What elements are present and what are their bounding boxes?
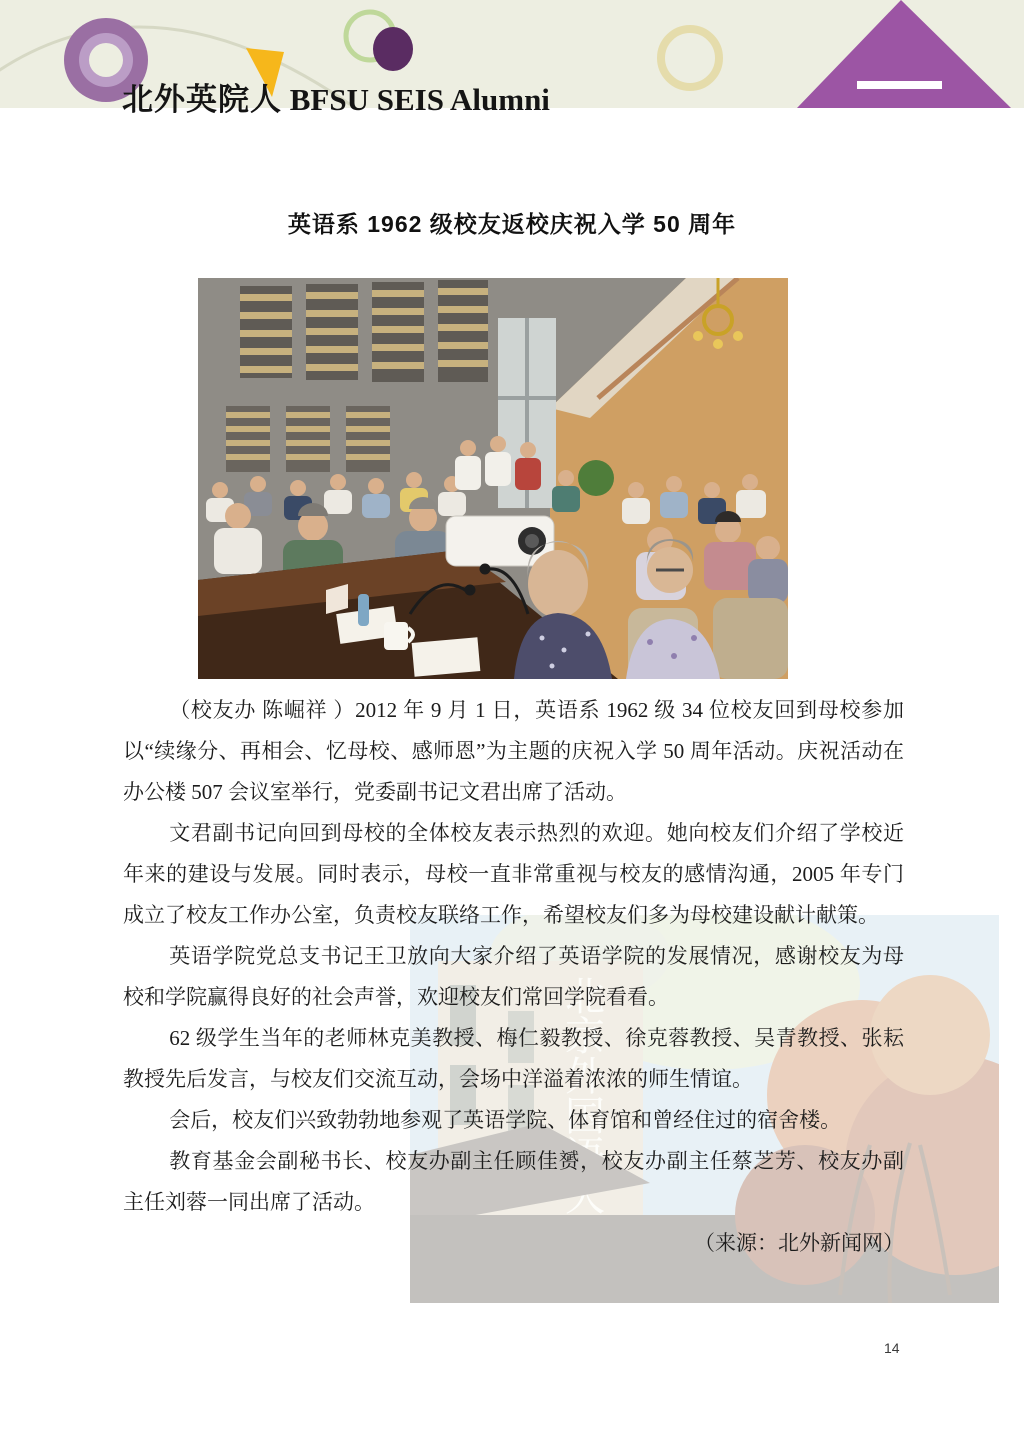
masthead [122, 74, 550, 119]
article-title: 英语系 1962 级校友返校庆祝入学 50 周年 [287, 211, 737, 237]
tan-ring-icon [661, 29, 719, 87]
masthead-cjk: 北外英院人 [122, 82, 282, 117]
banner-triangle-icon [797, 0, 1011, 108]
body-paragraph: 会后，校友们兴致勃勃地参观了英语学院、体育馆和曾经住过的宿舍楼。 [169, 1108, 842, 1132]
source-attribution: （来源：北外新闻网） [694, 1231, 904, 1255]
body-paragraph: 62 级学生当年的老师林克美教授、梅仁毅教授、徐克蓉教授、吴青教授、张耘教授先后发言，与校友们交流互动，会场中洋溢着浓浓的师生情谊。 [123, 1026, 904, 1091]
meeting-photo [198, 278, 788, 679]
body-paragraph: 文君副书记向回到母校的全体校友表示热烈的欢迎。她向校友们介绍了学校近年来的建设与发展。同时表示，母校一直非常重视与校友的感情沟通，2005 年专门成立了校友工作办公室，负责校友联络工作，希望校友们多为母校建设献计献策。 [123, 821, 904, 927]
projector [446, 516, 554, 566]
bg-sign-text: 北京外国语大学 [559, 975, 605, 1255]
meeting-photo-illustration [198, 278, 788, 679]
body-paragraph: （校友办 陈崛祥 ）2012 年 9 月 1 日，英语系 1962 级 34 位校友回到母校参加以“续缘分、再相会、忆母校、感师恩”为主题的庆祝入学 50 周年活动。庆祝活动在办公楼 507 会议室举行，党委副书记文君出席了活动。 [123, 698, 904, 804]
body-paragraph: 教育基金会副秘书长、校友办副主任顾佳赟，校友办副主任蔡芝芳、校友办副主任刘蓉一同出席了活动。 [123, 1149, 904, 1214]
purple-dot-icon [373, 27, 413, 71]
body-paragraph: 英语学院党总支书记王卫放向大家介绍了英语学院的发展情况，感谢校友为母校和学院赢得良好的社会声誉，欢迎校友们常回学院看看。 [123, 944, 904, 1009]
plant [578, 460, 614, 496]
masthead-latin: BFSU SEIS Alumni [282, 82, 550, 117]
chair [713, 598, 788, 679]
page-number: 14 [884, 1340, 900, 1356]
article-body [123, 690, 904, 1264]
